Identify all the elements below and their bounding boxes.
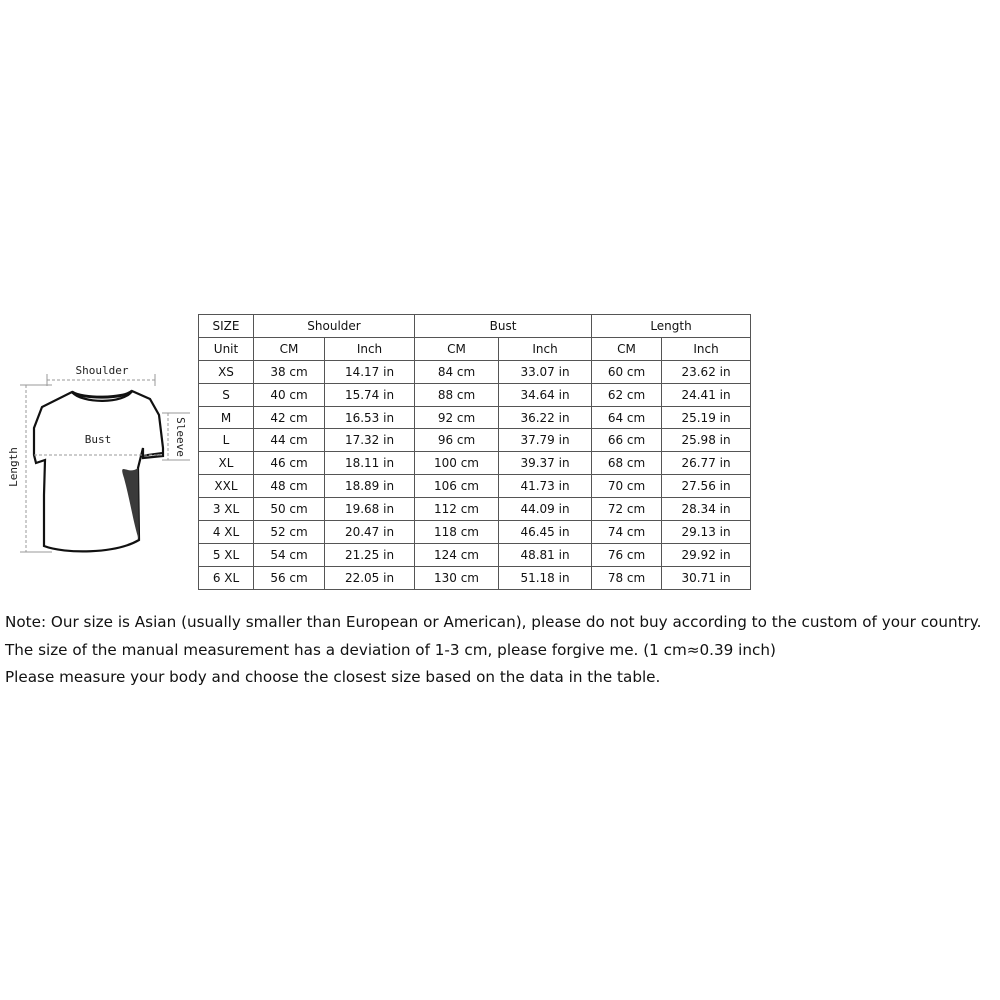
table-row xyxy=(199,429,751,452)
table-cell: 14.17 in xyxy=(325,360,415,383)
table-cell: 22.05 in xyxy=(325,566,415,589)
table-cell: 18.89 in xyxy=(325,475,415,498)
tshirt-measurement-diagram xyxy=(0,300,200,600)
length-label: Length xyxy=(7,447,20,487)
table-cell: 25.19 in xyxy=(662,406,751,429)
table-cell: 50 cm xyxy=(254,498,325,521)
table-cell: 34.64 in xyxy=(499,383,592,406)
table-cell: 66 cm xyxy=(592,429,662,452)
table-row xyxy=(199,383,751,406)
table-cell: 41.73 in xyxy=(499,475,592,498)
note-asian-size: Note: Our size is Asian (usually smaller than European or American), please do not buy according to the custom of your country. xyxy=(5,613,982,631)
table-cell: 74 cm xyxy=(592,521,662,544)
table-cell: 70 cm xyxy=(592,475,662,498)
bust-header-cell: Bust xyxy=(415,315,592,338)
size-cell: L xyxy=(199,429,254,452)
table-cell: 106 cm xyxy=(415,475,499,498)
table-cell: 15.74 in xyxy=(325,383,415,406)
table-cell: 118 cm xyxy=(415,521,499,544)
size-cell: 4 XL xyxy=(199,521,254,544)
table-cell: 44 cm xyxy=(254,429,325,452)
tshirt-collar-icon xyxy=(72,391,132,397)
shoulder-header-cell: Shoulder xyxy=(254,315,415,338)
size-cell: XL xyxy=(199,452,254,475)
length-header-cell: Length xyxy=(592,315,751,338)
size-chart-table xyxy=(198,314,751,590)
table-cell: 27.56 in xyxy=(662,475,751,498)
table-cell: 78 cm xyxy=(592,566,662,589)
table-cell: 19.68 in xyxy=(325,498,415,521)
table-cell: 60 cm xyxy=(592,360,662,383)
table-cell: 38 cm xyxy=(254,360,325,383)
unit-cell: Inch xyxy=(499,337,592,360)
table-cell: 112 cm xyxy=(415,498,499,521)
table-cell: 68 cm xyxy=(592,452,662,475)
size-cell: M xyxy=(199,406,254,429)
size-cell: 6 XL xyxy=(199,566,254,589)
table-cell: 130 cm xyxy=(415,566,499,589)
size-cell: 3 XL xyxy=(199,498,254,521)
table-row xyxy=(199,475,751,498)
table-cell: 48 cm xyxy=(254,475,325,498)
table-cell: 29.13 in xyxy=(662,521,751,544)
table-cell: 40 cm xyxy=(254,383,325,406)
unit-cell: CM xyxy=(254,337,325,360)
table-cell: 64 cm xyxy=(592,406,662,429)
bust-label: Bust xyxy=(84,433,112,446)
unit-cell: Inch xyxy=(325,337,415,360)
size-cell: XS xyxy=(199,360,254,383)
table-row xyxy=(199,543,751,566)
size-notes xyxy=(5,609,995,692)
table-row xyxy=(199,406,751,429)
table-cell: 24.41 in xyxy=(662,383,751,406)
size-header-cell: SIZE xyxy=(199,315,254,338)
table-cell: 30.71 in xyxy=(662,566,751,589)
table-cell: 39.37 in xyxy=(499,452,592,475)
table-cell: 17.32 in xyxy=(325,429,415,452)
table-cell: 48.81 in xyxy=(499,543,592,566)
table-cell: 56 cm xyxy=(254,566,325,589)
size-cell: S xyxy=(199,383,254,406)
table-row xyxy=(199,452,751,475)
table-cell: 29.92 in xyxy=(662,543,751,566)
size-cell: XXL xyxy=(199,475,254,498)
table-cell: 62 cm xyxy=(592,383,662,406)
table-cell: 16.53 in xyxy=(325,406,415,429)
unit-cell: CM xyxy=(592,337,662,360)
table-row xyxy=(199,521,751,544)
table-cell: 84 cm xyxy=(415,360,499,383)
table-cell: 18.11 in xyxy=(325,452,415,475)
note-measure-body: Please measure your body and choose the closest size based on the data in the table. xyxy=(5,668,661,686)
table-cell: 96 cm xyxy=(415,429,499,452)
unit-cell: Inch xyxy=(662,337,751,360)
table-cell: 124 cm xyxy=(415,543,499,566)
table-row xyxy=(199,498,751,521)
table-cell: 88 cm xyxy=(415,383,499,406)
table-cell: 76 cm xyxy=(592,543,662,566)
table-header-row xyxy=(199,315,751,338)
unit-cell: CM xyxy=(415,337,499,360)
table-cell: 37.79 in xyxy=(499,429,592,452)
size-cell: 5 XL xyxy=(199,543,254,566)
table-cell: 46 cm xyxy=(254,452,325,475)
table-cell: 33.07 in xyxy=(499,360,592,383)
unit-header-cell: Unit xyxy=(199,337,254,360)
table-cell: 23.62 in xyxy=(662,360,751,383)
table-cell: 46.45 in xyxy=(499,521,592,544)
table-cell: 20.47 in xyxy=(325,521,415,544)
table-cell: 92 cm xyxy=(415,406,499,429)
table-row xyxy=(199,360,751,383)
table-cell: 44.09 in xyxy=(499,498,592,521)
table-cell: 25.98 in xyxy=(662,429,751,452)
table-cell: 26.77 in xyxy=(662,452,751,475)
table-cell: 100 cm xyxy=(415,452,499,475)
table-cell: 36.22 in xyxy=(499,406,592,429)
note-deviation: The size of the manual measurement has a deviation of 1-3 cm, please forgive me. (1 cm≈0.39 inch) xyxy=(5,640,776,659)
table-cell: 51.18 in xyxy=(499,566,592,589)
sleeve-label: Sleeve xyxy=(174,417,187,457)
table-cell: 54 cm xyxy=(254,543,325,566)
table-unit-row xyxy=(199,337,751,360)
table-cell: 52 cm xyxy=(254,521,325,544)
table-cell: 72 cm xyxy=(592,498,662,521)
table-cell: 21.25 in xyxy=(325,543,415,566)
table-row xyxy=(199,566,751,589)
table-cell: 28.34 in xyxy=(662,498,751,521)
table-cell: 42 cm xyxy=(254,406,325,429)
tshirt-outline-icon xyxy=(34,391,163,551)
shoulder-label: Shoulder xyxy=(75,364,129,377)
